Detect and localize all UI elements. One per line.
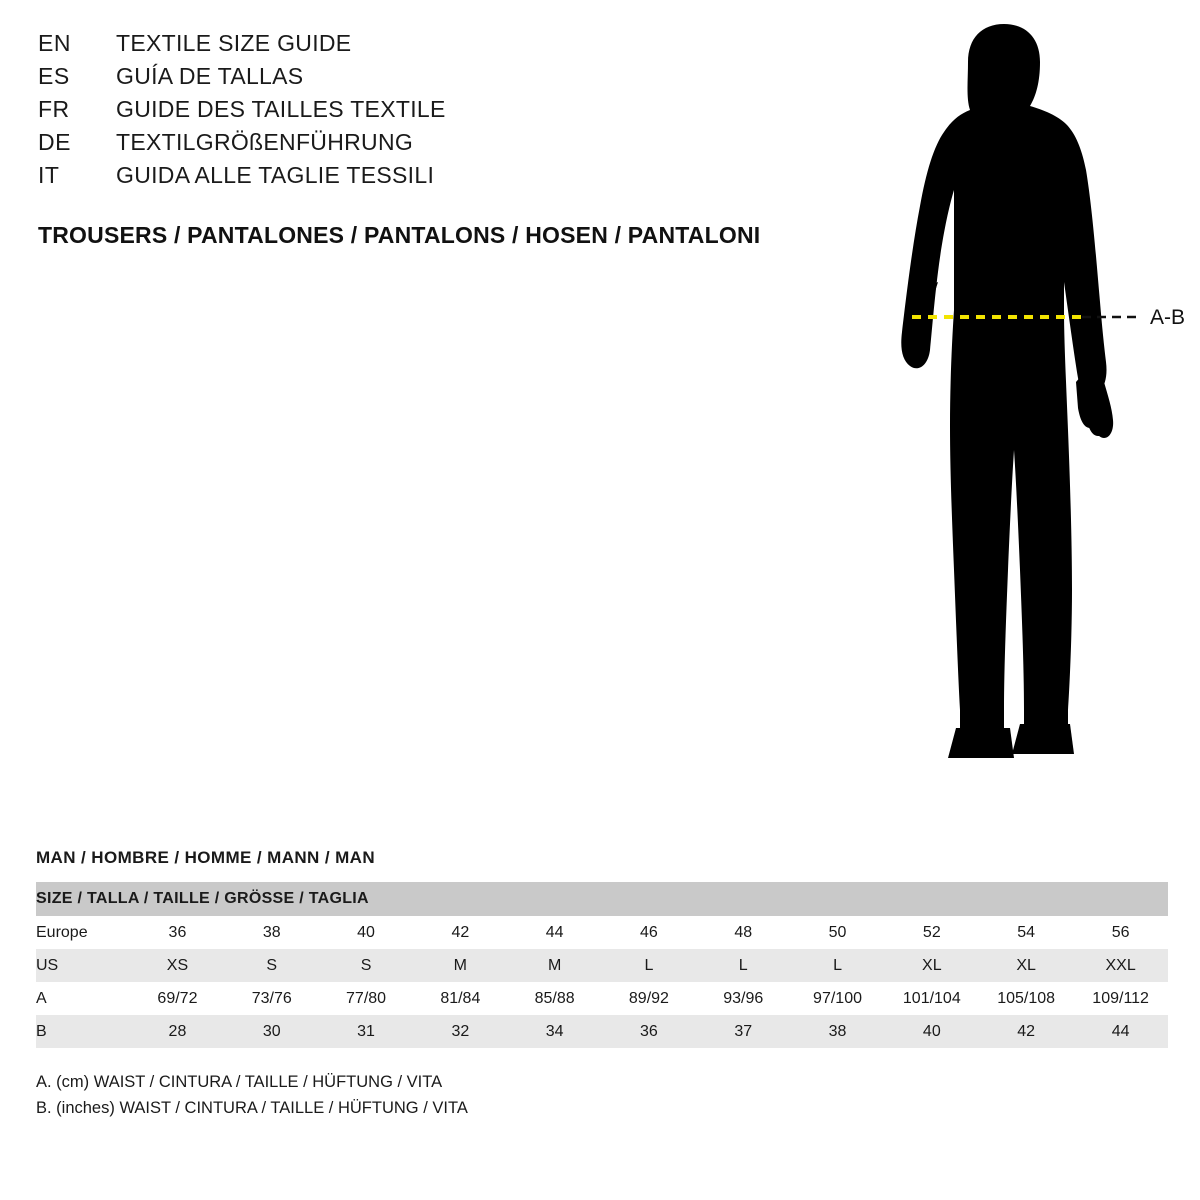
table-cell: XL bbox=[885, 949, 979, 982]
table-header-row bbox=[36, 882, 1168, 916]
table-cell: S bbox=[225, 949, 319, 982]
table-cell: 40 bbox=[319, 916, 413, 949]
language-title: GUIDE DES TAILLES TEXTILE bbox=[116, 96, 446, 122]
table-header-label: SIZE / TALLA / TAILLE / GRÖSSE / TAGLIA bbox=[36, 882, 1168, 916]
table-cell: 69/72 bbox=[130, 982, 224, 1015]
table-cell: M bbox=[507, 949, 601, 982]
table-cell: 38 bbox=[225, 916, 319, 949]
table-cell: 34 bbox=[507, 1015, 601, 1048]
table-cell: 31 bbox=[319, 1015, 413, 1048]
table-cell: XS bbox=[130, 949, 224, 982]
language-title: GUÍA DE TALLAS bbox=[116, 63, 304, 89]
table-cell: L bbox=[696, 949, 790, 982]
table-row bbox=[36, 916, 1168, 949]
waist-measure-label: A-B bbox=[1150, 306, 1186, 329]
table-cell: 36 bbox=[130, 916, 224, 949]
footnote-a: A. (cm) WAIST / CINTURA / TAILLE / HÜFTUNG / VITA bbox=[36, 1073, 443, 1091]
measurement-figure bbox=[820, 10, 1200, 810]
table-cell: 40 bbox=[885, 1015, 979, 1048]
male-silhouette-icon bbox=[901, 24, 1113, 758]
language-title: TEXTILGRÖßENFÜHRUNG bbox=[116, 129, 414, 155]
table-cell: 46 bbox=[602, 916, 696, 949]
table-cell: 89/92 bbox=[602, 982, 696, 1015]
language-code: FR bbox=[38, 96, 70, 122]
table-row bbox=[36, 982, 1168, 1015]
table-cell: 56 bbox=[1073, 916, 1168, 949]
language-row bbox=[38, 63, 798, 96]
language-title: GUIDA ALLE TAGLIE TESSILI bbox=[116, 162, 435, 188]
size-table-section bbox=[36, 848, 1168, 1121]
table-row bbox=[36, 1015, 1168, 1048]
footnote-b: B. (inches) WAIST / CINTURA / TAILLE / HÜFTUNG / VITA bbox=[36, 1098, 468, 1117]
garment-type-heading: TROUSERS / PANTALONES / PANTALONS / HOSEN / PANTALONI bbox=[38, 222, 761, 248]
row-label: A bbox=[36, 982, 130, 1015]
language-header bbox=[38, 30, 798, 195]
table-cell: L bbox=[602, 949, 696, 982]
table-caption: MAN / HOMBRE / HOMME / MANN / MAN bbox=[36, 848, 376, 867]
size-table bbox=[36, 882, 1168, 1048]
table-cell: 42 bbox=[979, 1015, 1073, 1048]
table-row bbox=[36, 949, 1168, 982]
table-cell: 42 bbox=[413, 916, 507, 949]
table-cell: 77/80 bbox=[319, 982, 413, 1015]
table-cell: S bbox=[319, 949, 413, 982]
table-cell: XXL bbox=[1073, 949, 1168, 982]
table-cell: 93/96 bbox=[696, 982, 790, 1015]
table-cell: 73/76 bbox=[225, 982, 319, 1015]
table-cell: 54 bbox=[979, 916, 1073, 949]
language-code: ES bbox=[38, 63, 70, 89]
table-cell: 97/100 bbox=[790, 982, 884, 1015]
table-cell: L bbox=[790, 949, 884, 982]
table-cell: 36 bbox=[602, 1015, 696, 1048]
row-label: US bbox=[36, 949, 130, 982]
table-cell: 32 bbox=[413, 1015, 507, 1048]
table-cell: 85/88 bbox=[507, 982, 601, 1015]
table-cell: 109/112 bbox=[1073, 982, 1168, 1015]
table-cell: 28 bbox=[130, 1015, 224, 1048]
language-code: DE bbox=[38, 129, 71, 155]
table-cell: M bbox=[413, 949, 507, 982]
language-row bbox=[38, 30, 798, 63]
table-cell: 44 bbox=[1073, 1015, 1168, 1048]
language-row bbox=[38, 129, 798, 162]
footnotes bbox=[36, 1070, 1168, 1121]
language-code: EN bbox=[38, 30, 71, 56]
language-row bbox=[38, 96, 798, 129]
table-cell: 30 bbox=[225, 1015, 319, 1048]
table-cell: 50 bbox=[790, 916, 884, 949]
table-cell: 52 bbox=[885, 916, 979, 949]
language-row bbox=[38, 162, 798, 195]
table-cell: 48 bbox=[696, 916, 790, 949]
table-cell: 37 bbox=[696, 1015, 790, 1048]
table-cell: XL bbox=[979, 949, 1073, 982]
table-cell: 44 bbox=[507, 916, 601, 949]
table-cell: 38 bbox=[790, 1015, 884, 1048]
table-cell: 81/84 bbox=[413, 982, 507, 1015]
table-cell: 101/104 bbox=[885, 982, 979, 1015]
row-label: B bbox=[36, 1015, 130, 1048]
row-label: Europe bbox=[36, 916, 130, 949]
language-code: IT bbox=[38, 162, 60, 188]
table-cell: 105/108 bbox=[979, 982, 1073, 1015]
language-title: TEXTILE SIZE GUIDE bbox=[116, 30, 352, 56]
